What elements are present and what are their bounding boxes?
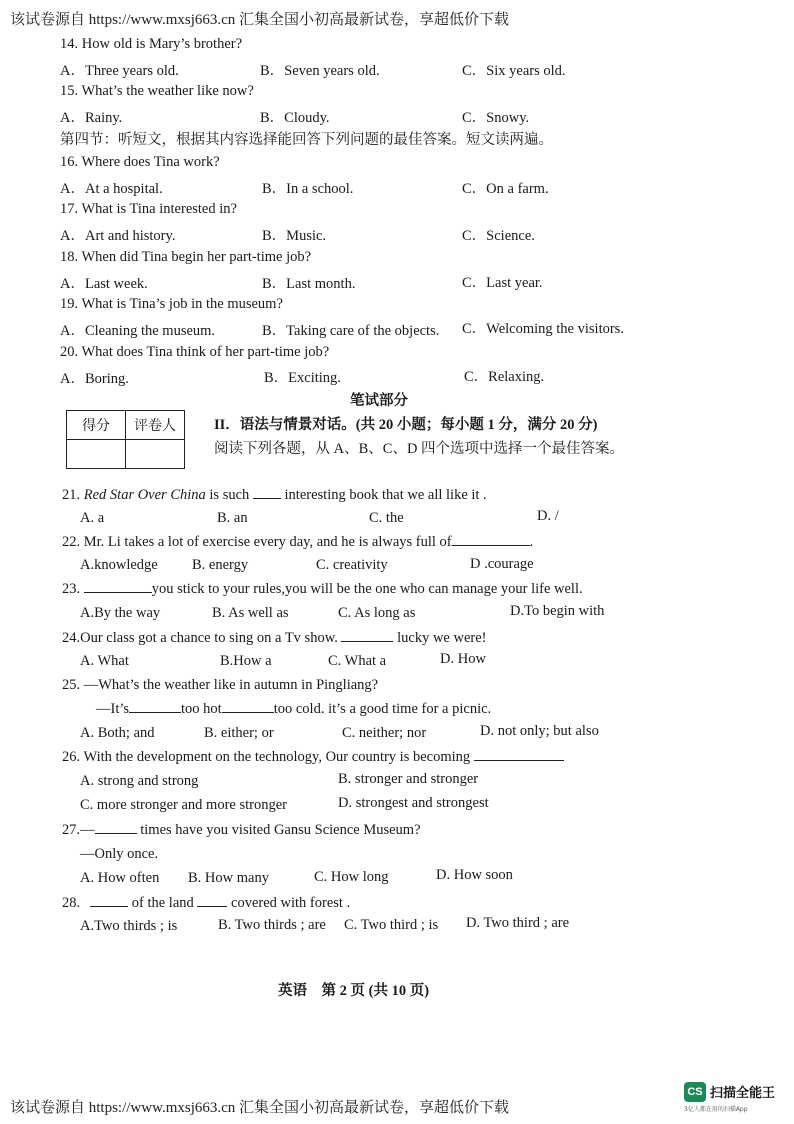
option: C．Last year. [462,275,543,291]
option: A．Three years old. [60,63,179,79]
option: C．Relaxing. [464,369,545,385]
answer-blank [341,629,393,642]
question-14: 14. How old is Mary’s brother? [60,36,243,52]
option: A.By the way [80,605,161,621]
option: B．Cloudy. [260,110,330,126]
option: A. Both; and [80,725,155,741]
option: B．Last month. [262,276,356,292]
answer-blank [84,580,152,593]
score-header: 得分 [67,411,126,440]
section-four-heading: 第四节：听短文，根据其内容选择能回答下列问题的最佳答案。短文读两遍。 [60,132,553,148]
grader-header: 评卷人 [126,411,185,440]
option: A. How often [80,870,160,886]
option: B. either; or [204,725,274,741]
book-title: Red Star Over China [83,487,206,503]
source-banner-bottom: 该试卷源自 https://www.mxsj663.cn 汇集全国小初高最新试卷，享超低价下载 [10,1100,510,1116]
option: C. the [369,510,404,526]
written-part-title: 笔试部分 [350,393,408,409]
scanner-logo-icon: CS [684,1082,706,1102]
option: C. As long as [338,605,416,621]
option: B. How many [188,870,269,886]
answer-blank [452,533,530,546]
question-27: 27.— times have you visited Gansu Science Museum? [62,822,421,838]
option: A．Rainy. [60,110,123,126]
option: C. neither; nor [342,725,427,741]
option: C. creativity [316,557,388,573]
option: B．Exciting. [264,370,341,386]
answer-blank [197,894,227,907]
option: C. more stronger and more stronger [80,797,287,813]
question-15: 15. What’s the weather like now? [60,83,254,99]
option: C．Snowy. [462,110,530,126]
option: D. not only; but also [480,723,599,739]
answer-blank [90,894,128,907]
option: D. / [537,508,559,524]
option: D. strongest and strongest [338,795,489,811]
option: C．On a farm. [462,181,549,197]
option: A. What [80,653,129,669]
score-table [66,410,185,469]
answer-blank [129,700,181,713]
option: A.knowledge [80,557,158,573]
option: B. an [217,510,248,526]
option: C. How long [314,869,389,885]
option: B．Taking care of the objects. [262,323,440,339]
question-26: 26. With the development on the technology, Our country is becoming [62,748,564,766]
option: A. strong and strong [80,773,199,789]
question-22: 22. Mr. Li takes a lot of exercise every day, and he is always full of . [62,534,534,550]
question-23: 23. you stick to your rules,you will be the one who can manage your life well. [62,581,583,597]
grader-cell [126,440,185,469]
question-27-reply: —Only once. [80,846,159,862]
option: B. stronger and stronger [338,771,479,787]
question-24: 24.Our class got a chance to sing on a Tv show. lucky we were! [62,630,487,646]
option: A．Cleaning the museum. [60,323,216,339]
option: A．Art and history. [60,228,176,244]
question-18: 18. When did Tina begin her part-time job? [60,249,312,265]
option: B．In a school. [262,181,354,197]
option: C．Science. [462,228,535,244]
option: A．Boring. [60,371,129,387]
option: B. energy [192,557,249,573]
option: B. As well as [212,605,289,621]
answer-blank [474,748,564,761]
score-cell [67,440,126,469]
question-21: 21. Red Star Over China is such interesting book that we all like it . [62,487,487,503]
option: B．Music. [262,228,327,244]
question-20: 20. What does Tina think of her part-time job? [60,344,330,360]
option: A. a [80,510,105,526]
part-two-instruction: 阅读下列各题，从 A、B、C、D 四个选项中选择一个最佳答案。 [214,441,625,457]
option: B. Two thirds ; are [218,917,326,933]
answer-blank [95,821,137,834]
option: B.How a [220,653,272,669]
answer-blank [222,700,274,713]
option: A．Last week. [60,276,148,292]
source-banner-top: 该试卷源自 https://www.mxsj663.cn 汇集全国小初高最新试卷，享超低价下载 [10,12,510,28]
part-two-heading: II．语法与情景对话。(共 20 小题；每小题 1 分，满分 20 分) [214,417,598,433]
option: A.Two thirds ; is [80,918,178,934]
scanner-logo-tagline: 3亿人都在用的扫描App [684,1106,748,1113]
option: D. Two third ; are [466,915,570,931]
option: D.To begin with [510,603,605,619]
option: C. Two third ; is [344,917,439,933]
page-footer: 英语 第 2 页 (共 10 页) [278,983,430,999]
option: D .courage [470,556,534,572]
scanner-logo [684,1080,788,1116]
option: C. What a [328,653,387,669]
question-17: 17. What is Tina interested in? [60,201,237,217]
question-16: 16. Where does Tina work? [60,154,220,170]
answer-blank [253,486,281,499]
option: A．At a hospital. [60,181,163,197]
scanner-logo-name: 扫描全能王 [710,1086,776,1101]
option: D. How [440,651,486,667]
option: D. How soon [436,867,513,883]
question-25: 25. —What’s the weather like in autumn in Pingliang? [62,677,379,693]
option: B．Seven years old. [260,63,380,79]
question-25-reply: —It’s too hot too cold. it’s a good time for a picnic. [96,701,492,717]
question-19: 19. What is Tina’s job in the museum? [60,296,283,312]
option: C．Welcoming the visitors. [462,321,624,337]
question-28: 28. of the land covered with forest . [62,895,351,911]
option: C．Six years old. [462,63,566,79]
